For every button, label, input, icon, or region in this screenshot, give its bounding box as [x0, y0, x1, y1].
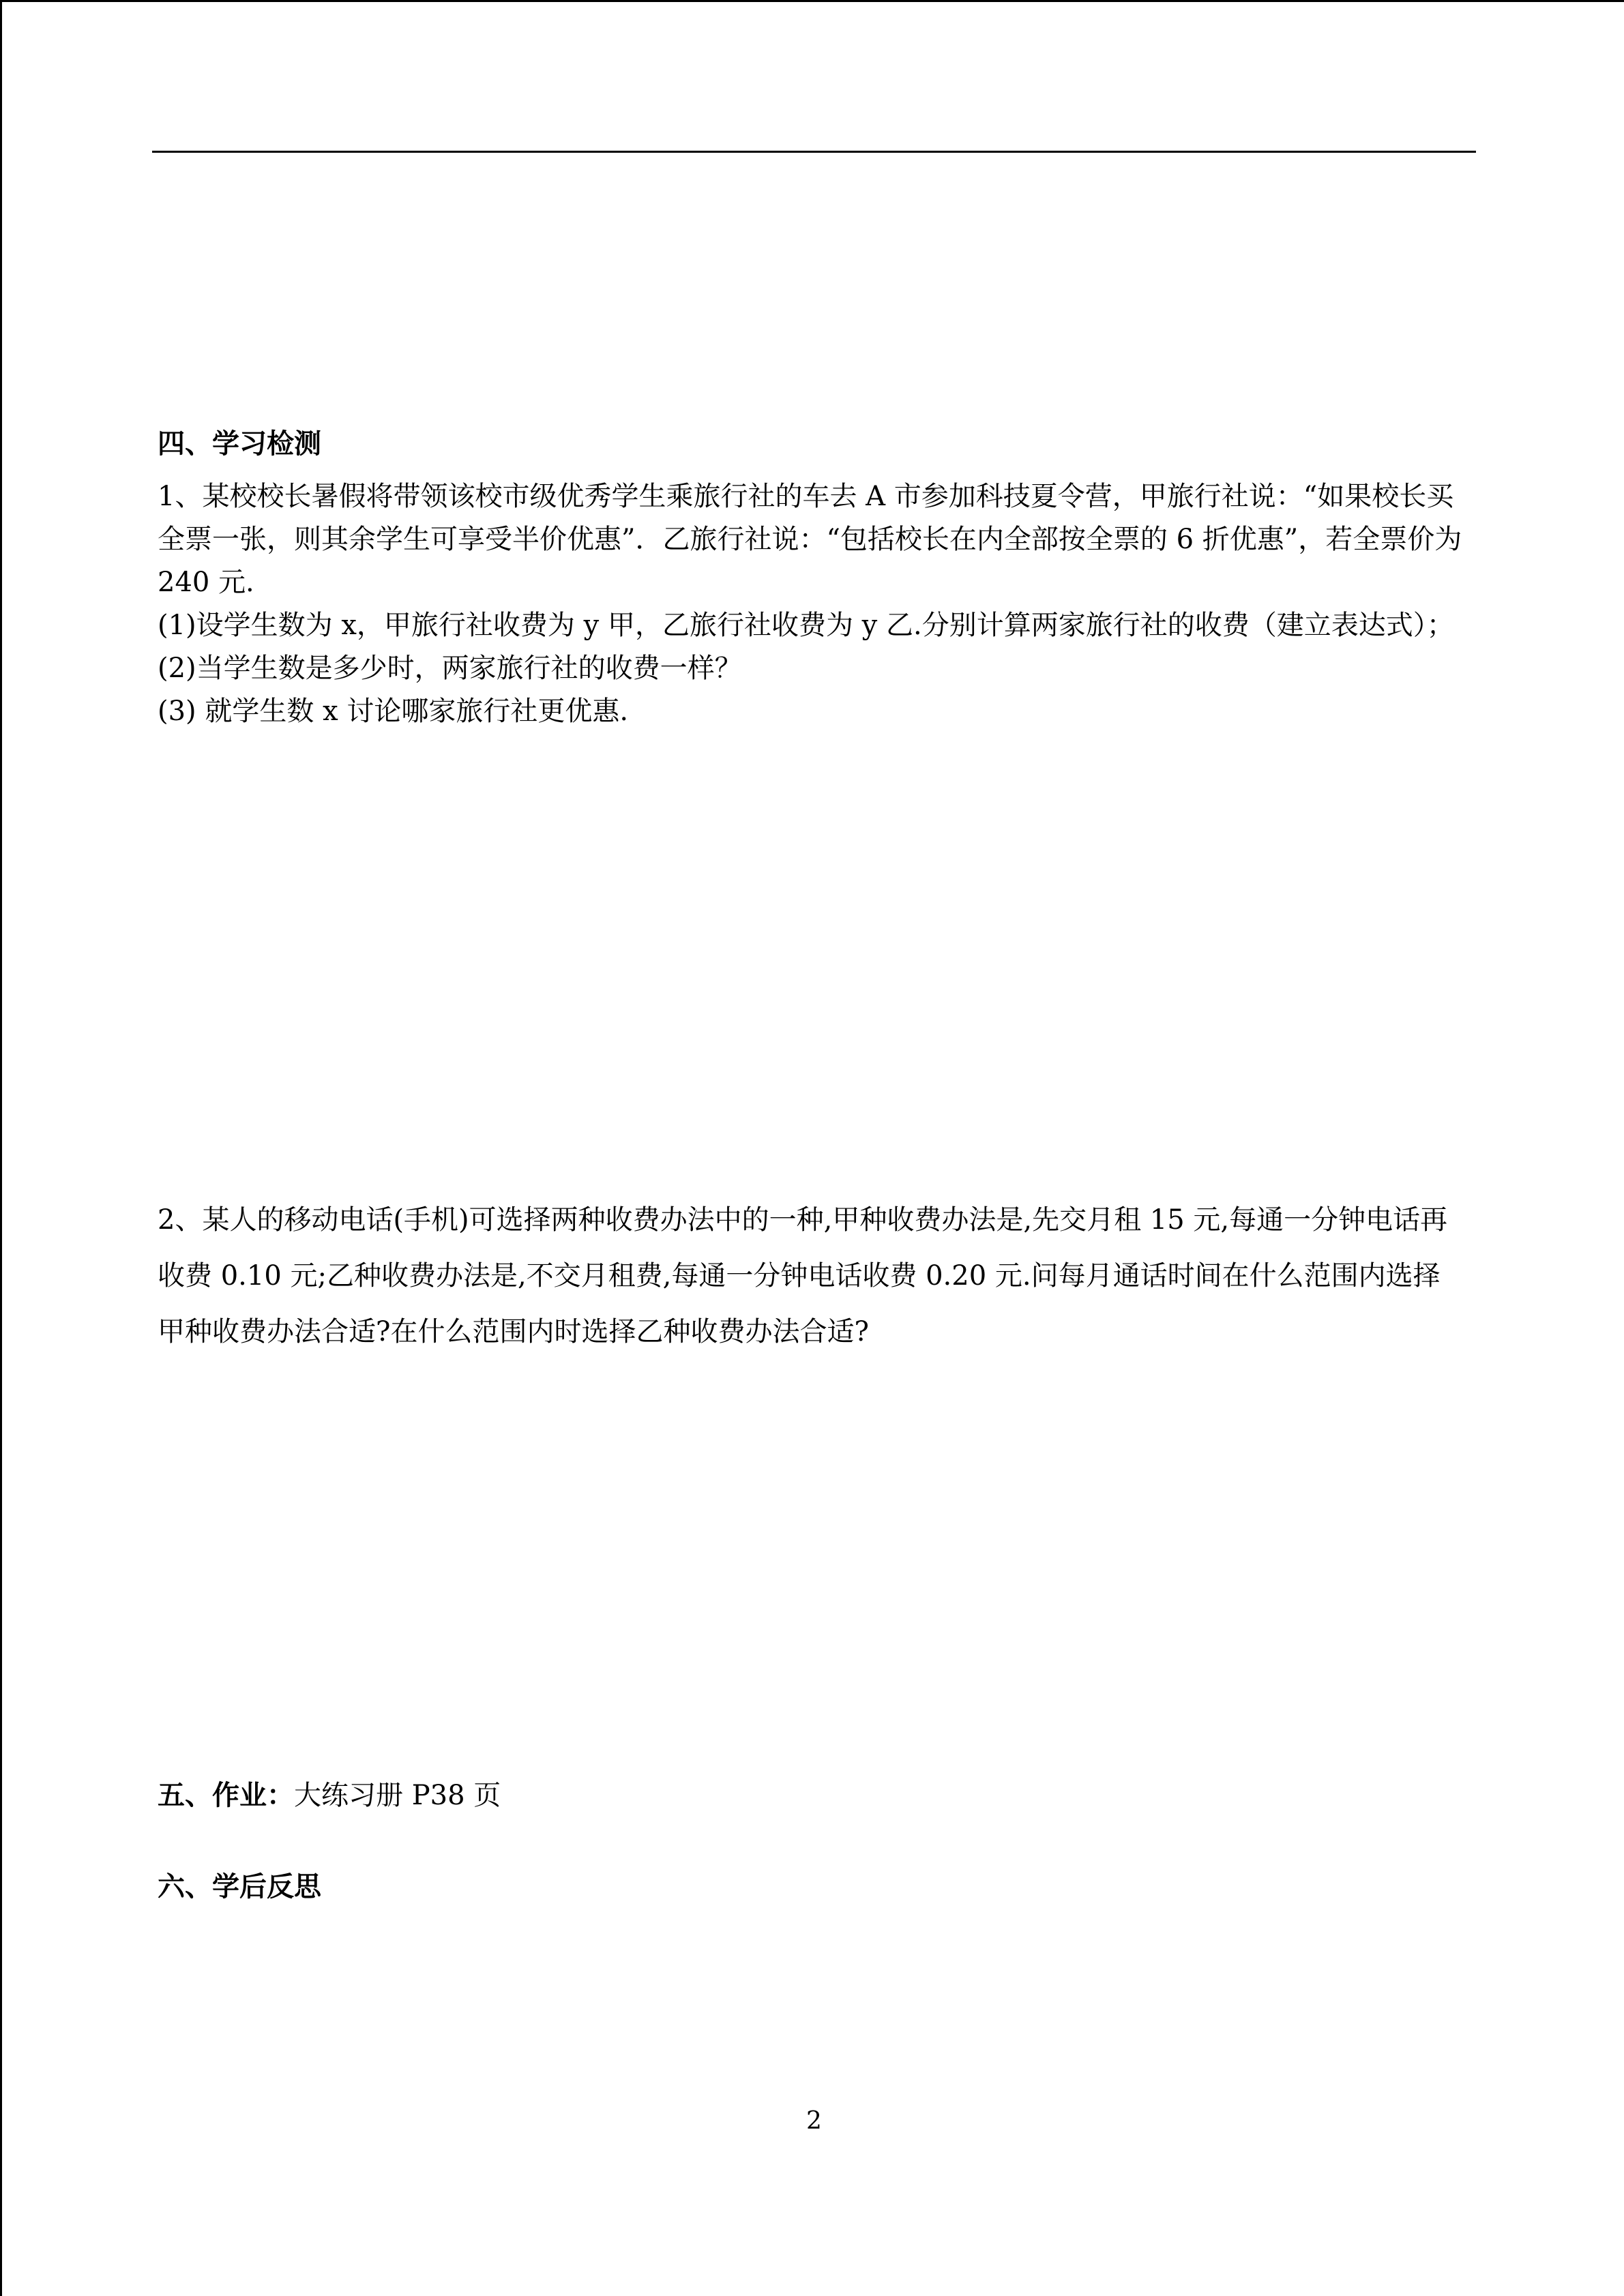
question-1-part-3: (3) 就学生数 x 讨论哪家旅行社更优惠. [158, 696, 629, 727]
question-1-part-2: (2)当学生数是多少时，两家旅行社的收费一样？ [158, 653, 742, 684]
question-1 [158, 475, 1467, 733]
homework-content: 大练习册 P38 页 [294, 1780, 501, 1811]
header-rule [152, 151, 1476, 153]
question-1-part-1: (1)设学生数为 x，甲旅行社收费为 y 甲，乙旅行社收费为 y 乙.分别计算两家旅行社的收费（建立表达式）； [158, 610, 1454, 641]
question-1-intro: 1、某校校长暑假将带领该校市级优秀学生乘旅行社的车去 A 市参加科技夏令营，甲旅行社说：“如果校长买全票一张，则其余学生可享受半价优惠”．乙旅行社说：“包括校长在内全部按全票的 6 折优惠”，若全票价为 240 元. [158, 481, 1462, 598]
homework-line [158, 1775, 501, 1816]
section-heading-homework: 五、作业： [158, 1780, 294, 1811]
question-2-text: 2、某人的移动电话(手机)可选择两种收费办法中的一种,甲种收费办法是,先交月租 15 元,每通一分钟电话再收费 0.10 元;乙种收费办法是,不交月租费,每通一分钟电话收费 0.20 元.问每月通话时间在什么范围内选择甲种收费办法合适?在什么范围内时选择乙种收费办法合适? [158, 1204, 1448, 1347]
question-2 [158, 1192, 1467, 1360]
section-heading-study-test: 四、学习检测 [158, 428, 321, 460]
section-heading-reflection: 六、学后反思 [158, 1871, 321, 1903]
page-number: 2 [806, 2107, 822, 2135]
